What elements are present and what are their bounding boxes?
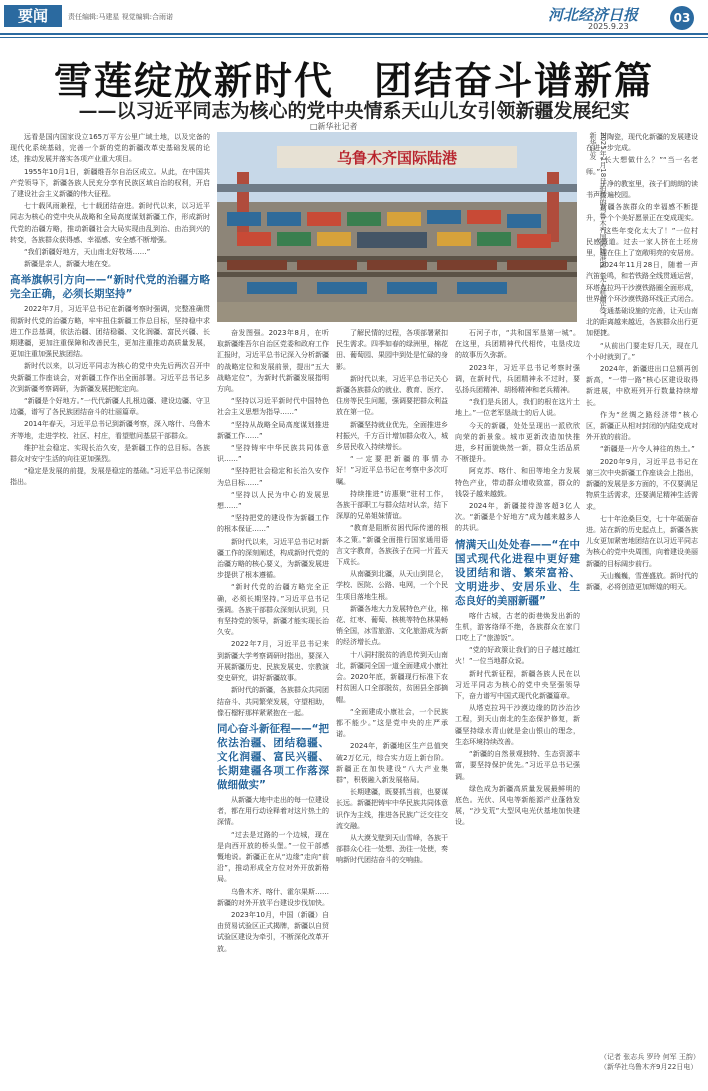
paragraph: “这些年变化太大了！”一位村民感慨道。过去一家人挤在土坯房里，现在住上了宽敞明亮的安居房。 — [586, 226, 698, 258]
article-column-2 — [217, 328, 329, 1090]
paragraph: 十八洞村脱贫的消息传到天山南北，新疆同全国一道全面建成小康社会。2020年底，新疆现行标准下农村贫困人口全部脱贫，贫困县全部摘帽。 — [336, 650, 448, 704]
byline: □新华社记者 — [310, 122, 358, 131]
paragraph: “坚持以人民为中心的发展思想……” — [217, 490, 329, 511]
paragraph: 石河子市，“共和国军垦第一城”。在这里，兵团精神代代相传，屯垦戍边的故事历久弥新。 — [455, 329, 580, 360]
header-rule-thin — [0, 37, 708, 38]
newspaper-logo: 河北经济日报 — [548, 6, 639, 24]
masthead-bar — [0, 0, 708, 34]
paragraph: “新疆的自然景观独特、生态资源丰富，要坚持保护优先。”习近平总书记强调。 — [455, 750, 580, 781]
paragraph: 七十载风雨兼程，七十载团结奋进。新时代以来，以习近平同志为核心的党中央从战略和全局高度谋划新疆工作，形成新时代党的治疆方略，推动新疆社会大局实现由乱到治、由治到兴的转变，各族群众获得感、幸福感、安全感不断增强。 — [10, 202, 210, 244]
paragraph: 乌鲁木齐、喀什、霍尔果斯……新疆的对外开放平台建设步伐加快。 — [217, 887, 329, 907]
paragraph: 新时代以来，习近平总书记对新疆工作的深刻阐述，构成新时代党的治疆方略的核心要义，为新疆发展进步提供了根本遵循。 — [217, 537, 329, 580]
paragraph: “我们新疆好地方，天山南北好牧场……” — [24, 248, 151, 257]
photo-illustration — [217, 132, 577, 322]
paragraph: “教育是阻断贫困代际传递的根本之策。”新疆全面推行国家通用语言文字教育，各族孩子在同一片蓝天下成长。 — [336, 524, 448, 567]
paragraph: “我们是兵团人，我们的根在这片土地上。”一位老军垦战士的后人说。 — [455, 398, 580, 418]
paragraph: 新时代的新疆，各族群众共同团结奋斗、共同繁荣发展，守望相助，像石榴籽那样紧紧抱在一起。 — [217, 686, 329, 717]
paragraph: 新时代新征程，新疆各族人民在以习近平同志为核心的党中央坚强领导下，奋力谱写中国式现代化新疆篇章。 — [455, 669, 580, 701]
paragraph: 从大漠戈壁到天山雪峰，各族干部群众心往一处想、劲往一处使，奏响新时代团结奋斗的交响曲。 — [336, 833, 448, 865]
paragraph: 维护社会稳定、实现长治久安，是新疆工作的总目标。各族群众对安宁生活的向往更加强烈。 — [10, 443, 210, 464]
header-rule — [0, 33, 708, 35]
paragraph: “坚持把社会稳定和长治久安作为总目标……” — [217, 467, 329, 487]
article-column-4 — [455, 328, 580, 1090]
section-heading: 高举旗帜引方向——“新时代党的治疆方略完全正确，必须长期坚持” — [10, 274, 210, 301]
paragraph: 七十年沧桑巨变，七十年砥砺奋进。站在新的历史起点上，新疆各族儿女更加紧密地团结在以习近平同志为核心的党中央周围，向着建设美丽新疆的目标阔步前行。 — [586, 514, 698, 568]
paragraph: 天山巍巍，雪莲盛放。新时代的新疆，必将创造更加辉煌的明天。 — [586, 571, 698, 591]
paragraph: 今天的新疆，处处呈现出一派欣欣向荣的新景象。城市更新改造加快推进，乡村面貌焕然一新，群众生活品质不断提升。 — [455, 421, 580, 464]
paragraph: 长期建疆，既要抓当前，也要谋长远。新疆把铸牢中华民族共同体意识作为主线，推进各民族广泛交往交流交融。 — [336, 788, 448, 830]
paragraph: “长大想做什么？”“当一名老师。” — [586, 156, 698, 176]
subheadline: ——以习近平同志为核心的党中央情系天山儿女引领新疆发展纪实 — [78, 100, 630, 122]
paragraph: 从塔克拉玛干沙漠边缘的防沙治沙工程，到天山南北的生态保护修复，新疆坚持绿水青山就是金山银山的理念，生态环境持续改善。 — [455, 704, 580, 746]
paragraph: 2014年春天，习近平总书记到新疆考察，深入喀什、乌鲁木齐等地，走进学校、社区、村庄，看望慰问基层干部群众。 — [10, 420, 210, 440]
paragraph: “党的好政策让我们的日子越过越红火！”一位当地群众说。 — [455, 646, 580, 666]
sign-text: 乌鲁木齐国际陆港 — [336, 149, 458, 167]
paragraph: 2023年，习近平总书记考察时强调，在新时代，兵团精神永不过时，要弘扬兵团精神、胡杨精神和老兵精神。 — [455, 363, 580, 395]
paragraph: 新疆是亲人，新疆大地在变。 — [24, 260, 115, 269]
paragraph: 奋发图强。2023年8月，在听取新疆维吾尔自治区党委和政府工作汇报时，习近平总书记深入分析新疆的战略定位和发展前景，提出“五大战略定位”，为新时代新疆发展指明方向。 — [217, 329, 329, 394]
paragraph: 2022年7月，习近平总书记来到新疆大学考察调研时指出，要深入开展新疆历史、民族发展史、宗教演变史研究，讲好新疆故事。 — [217, 640, 329, 683]
paragraph: “全面建成小康社会，一个民族都不能少。”这是党中央的庄严承诺。 — [336, 707, 448, 739]
section-heading: 同心奋斗新征程——“把依法治疆、团结稳疆、文化润疆、富民兴疆、长期建疆各项工作落深做细做实” — [217, 722, 329, 791]
paragraph: 新时代以来，以习近平同志为核心的党中央先后两次召开中央新疆工作座谈会，对新疆工作作出全面部署。习近平总书记多次到新疆考察调研，为新疆发展把舵定向。 — [10, 362, 210, 393]
paragraph: “坚持铸牢中华民族共同体意识……” — [217, 444, 329, 464]
paragraph: “过去是过路的一个边城，现在是向西开放的桥头堡。”一位干部感慨地说。新疆正在从“边缘”走向“前沿”，推动形成全方位对外开放新格局。 — [217, 830, 329, 884]
paragraph: 新疆坚持就业优先，全面推进乡村振兴，千方百计增加群众收入，城乡居民收入持续增长。 — [336, 420, 448, 452]
paragraph: “稳定是发展的前提，发展是稳定的基础。”习近平总书记深刻指出。 — [10, 467, 210, 487]
paragraph: “坚持从战略全局高度谋划推进新疆工作……” — [217, 420, 329, 440]
paragraph: 2024年，新疆地区生产总值突破2万亿元，综合实力迈上新台阶。新疆正在加快建设“八大产业集群”，积极融入新发展格局。 — [336, 742, 448, 784]
paragraph: “坚持以习近平新时代中国特色社会主义思想为指导……” — [217, 397, 329, 417]
paragraph: 远看是国内国家设立165万平方公里广域土地，以及完备的现代化系统基础，完善一个新的党的新疆改革史基础发展的论述，推动发展并落实各项产业重大项目。 — [10, 133, 210, 164]
paragraph: 持续推进“访惠聚”驻村工作，各族干部职工与群众结对认亲，结下深厚的兄弟姐妹情谊。 — [336, 489, 448, 521]
headline: 雪莲绽放新时代 团结奋斗谱新篇 — [53, 58, 654, 103]
paragraph: 2020年9月，习近平总书记在第三次中央新疆工作座谈会上指出，新疆的发展是多方面的，不仅要满足物质生活需求，还要满足精神生活需求。 — [586, 457, 698, 511]
paragraph: “从前出门要走好几天，现在几个小时就到了。” — [586, 341, 698, 361]
paragraph: “新疆是一片令人神往的热土。” — [600, 445, 695, 454]
page-number: 03 — [670, 6, 694, 30]
paragraph: 2022年7月，习近平总书记在新疆考察时强调，完整准确贯彻新时代党的治疆方略，牢牢扭住新疆工作总目标，坚持稳中求进工作总基调，依法治疆、团结稳疆、文化润疆、富民兴疆、长期建疆，更加注重保障和改善民生，更加注重推动高质量发展，更加注重加强民族团结。 — [10, 305, 210, 359]
section-tag: 要闻 — [4, 5, 62, 27]
section-heading: 情满天山处处春——“在中国式现代化进程中更好建设团结和谐、繁荣富裕、文明进步、安居乐业、生态良好的美丽新疆” — [455, 538, 580, 607]
paragraph: 1955年10月1日，新疆维吾尔自治区成立。从此，在中国共产党领导下，新疆各族人民充分享有民族区域自治的权利，开启了建设社会主义新疆的伟大征程。 — [10, 167, 210, 199]
issue-date: 2025.9.23 — [588, 22, 629, 31]
paragraph: “一定要把新疆的事情办好！”习近平总书记在考察中多次叮嘱。 — [336, 455, 448, 486]
paragraph: 了解民情的过程，各项部署紧扣民生需求。四季如春的绿洲里，棉花田、葡萄园、果园中到处是忙碌的身影。 — [336, 329, 448, 371]
paragraph: 阿克苏、喀什、和田等地全力发展特色产业，带动群众增收致富，群众的钱袋子越来越鼓。 — [455, 467, 580, 498]
paragraph: 2024年11月28日，随着一声汽笛长鸣，和若铁路全线贯通运营，环塔克拉玛干沙漠铁路圈全面形成，世界首个环沙漠铁路环线正式闭合。 — [586, 261, 698, 303]
photo-caption: 2025年1月18日拍摄的乌鲁木齐国际陆港区（无人机照片）。新华社发 — [589, 132, 607, 321]
paragraph: 干净的教室里，孩子们朗朗的读书声传遍校园。 — [586, 179, 698, 200]
paragraph: 声陶瓷，现代化新疆的发展建设在进一步完成。 — [586, 133, 698, 153]
paragraph: 新疆各族群众的幸福感不断提升，一个个美好愿景正在变成现实。 — [586, 203, 698, 223]
paragraph: 交通基础设施的完善，让天山南北的距离越来越近，各族群众出行更加便捷。 — [586, 307, 698, 338]
paragraph: 2024年，新疆接待游客超3亿人次。“新疆是个好地方”成为越来越多人的共识。 — [455, 502, 580, 533]
news-photo — [217, 132, 577, 322]
paragraph: 从新疆大地中走出的每一位建设者，都在用行动诠释着对这片热土的深情。 — [217, 795, 329, 827]
article-column-1 — [10, 132, 210, 1090]
paragraph: “新时代党的治疆方略完全正确，必须长期坚持。”习近平总书记强调。各族干部群众深刻认识到，只有坚持党的领导，新疆才能实现长治久安。 — [217, 583, 329, 637]
paragraph: 绿色成为新疆高质量发展最鲜明的底色。光伏、风电等新能源产业蓬勃发展，“沙戈荒”大型风电光伏基地加快建设。 — [455, 784, 580, 827]
paragraph: 2024年，新疆进出口总额再创新高，“一带一路”核心区建设取得新进展，中欧班列开行数量持续增长。 — [586, 365, 698, 407]
paragraph: 新时代以来，习近平总书记关心新疆各族群众的就业、教育、医疗、住房等民生问题，强调要把群众利益放在第一位。 — [336, 374, 448, 417]
paragraph: “新疆是个好地方。”一代代新疆人扎根边疆、建设边疆、守卫边疆，谱写了各民族团结奋斗的壮丽篇章。 — [10, 397, 210, 417]
paragraph: 2023年10月，中国（新疆）自由贸易试验区正式揭牌，新疆以自贸试验区建设为牵引，不断深化改革开放。 — [217, 910, 329, 953]
editor-credits: 责任编辑:马建星 视觉编辑:合雨诺 — [68, 13, 173, 21]
paragraph: 作为“丝绸之路经济带”核心区，新疆正从相对封闭的内陆变成对外开放的前沿。 — [586, 410, 698, 442]
article-column-5 — [586, 132, 698, 1047]
paragraph: 喀什古城，古老的街巷焕发出新的生机，游客络绎不绝，各族群众在家门口吃上了“旅游饭”。 — [455, 611, 580, 643]
paragraph: 新疆各地大力发展特色产业，棉花、红枣、葡萄、核桃等特色林果畅销全国，冰雪旅游、文化旅游成为新的经济增长点。 — [336, 604, 448, 647]
paragraph: 从南疆到北疆，从天山到昆仑，学校、医院、公路、电网，一个个民生项目落地生根。 — [336, 570, 448, 601]
article-column-3 — [336, 328, 448, 1090]
reporter-sign-off: （记者 张志兵 罗玲 何军 王韵） （新华社乌鲁木齐9月22日电） — [600, 1053, 700, 1071]
paragraph: “坚持把党的建设作为新疆工作的根本保证……” — [217, 514, 329, 534]
